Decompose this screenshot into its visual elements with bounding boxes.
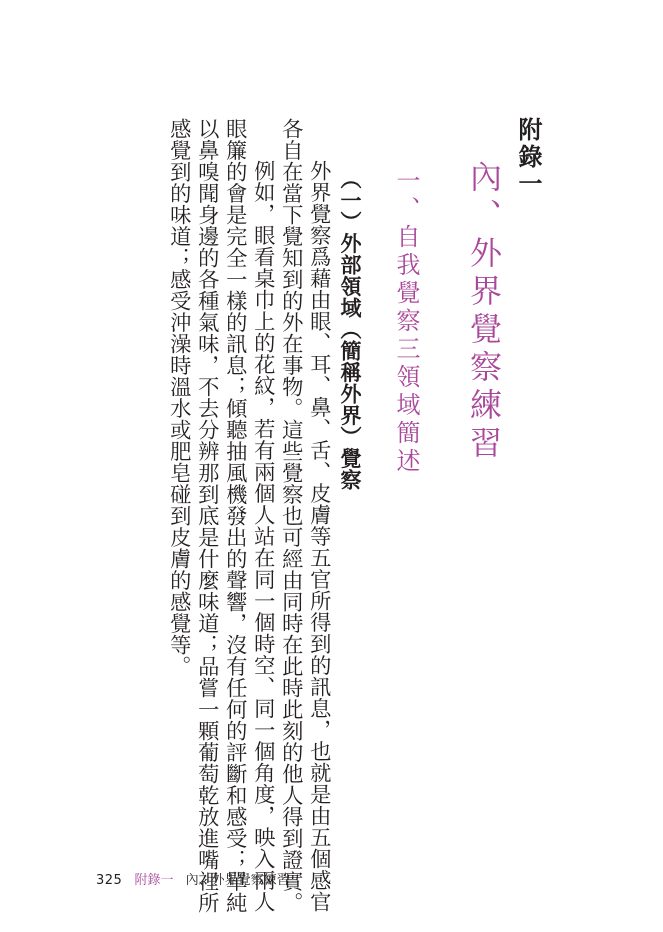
footer-chapter-title: 內、外界覺察練習 [185,873,290,888]
body-text-line: 眼簾的會是完全一樣的訊息；傾聽抽風機發出的聲響，沒有任何的評斷和感受；單純 [222,118,248,914]
subsection-heading: （一）外部領域（簡稱外界）覺察 [338,168,363,491]
body-text-line: 外界覺察爲藉由眼、耳、鼻、舌、皮膚等五官所得到的訊息，也就是由五個感官 [306,160,332,913]
footer-appendix-label: 附錄一 [134,873,174,888]
page-footer [96,869,298,888]
appendix-label: 附錄一 [514,117,542,198]
body-text-line: 各自在當下覺知到的外在事物。這些覺察也可經由同時在此時此刻的他人得到證實。 [278,118,304,914]
body-text-line: 感覺到的味道；感受沖澡時溫水或肥皂碰到皮膚的感覺等。 [166,118,192,677]
chapter-title: 內、外界覺察練習 [465,160,503,464]
section-heading: 一、自我覺察三領域簡述 [392,168,420,476]
page-number: 325 [96,873,123,888]
body-text-line: 例如，眼看桌巾上的花紋，若有兩個人站在同一個時空、同一個角度，映入兩人 [250,160,276,913]
body-text-line: 以鼻嗅聞身邊的各種氣味，不去分辨那到底是什麼味道；品嘗一顆葡萄乾放進嘴裡所 [194,118,220,914]
